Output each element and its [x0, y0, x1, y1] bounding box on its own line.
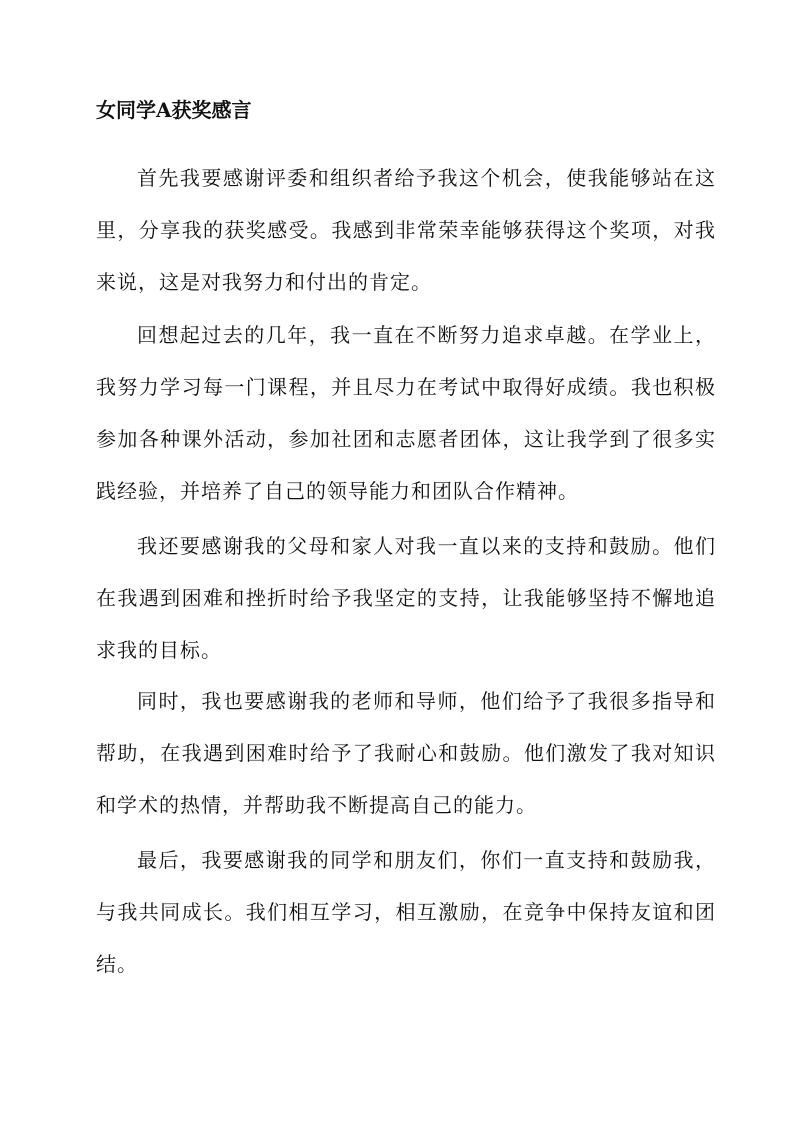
paragraph-thanks-friends: 最后，我要感谢我的同学和朋友们，你们一直支持和鼓励我，与我共同成长。我们相互学习，相互激励，在竞争中保持友谊和团结。 — [96, 848, 716, 976]
paragraph-past-years: 回想起过去的几年，我一直在不断努力追求卓越。在学业上，我努力学习每一门课程，并且尽力在考试中取得好成绩。我也积极参加各种课外活动，参加社团和志愿者团体，这让我学到了很多实践经验，并培养了自己的领导能力和团队合作精神。 — [96, 323, 716, 503]
document-title: 女同学A获奖感言 — [96, 98, 252, 122]
paragraph-thanks-organizers: 首先我要感谢评委和组织者给予我这个机会，使我能够站在这里，分享我的获奖感受。我感到非常荣幸能够获得这个奖项，对我来说，这是对我努力和付出的肯定。 — [96, 166, 716, 294]
paragraph-thanks-family: 我还要感谢我的父母和家人对我一直以来的支持和鼓励。他们在我遇到困难和挫折时给予我坚定的支持，让我能够坚持不懈地追求我的目标。 — [96, 534, 716, 662]
paragraph-thanks-teachers: 同时，我也要感谢我的老师和导师，他们给予了我很多指导和帮助，在我遇到困难时给予了我耐心和鼓励。他们激发了我对知识和学术的热情，并帮助我不断提高自己的能力。 — [96, 689, 716, 817]
